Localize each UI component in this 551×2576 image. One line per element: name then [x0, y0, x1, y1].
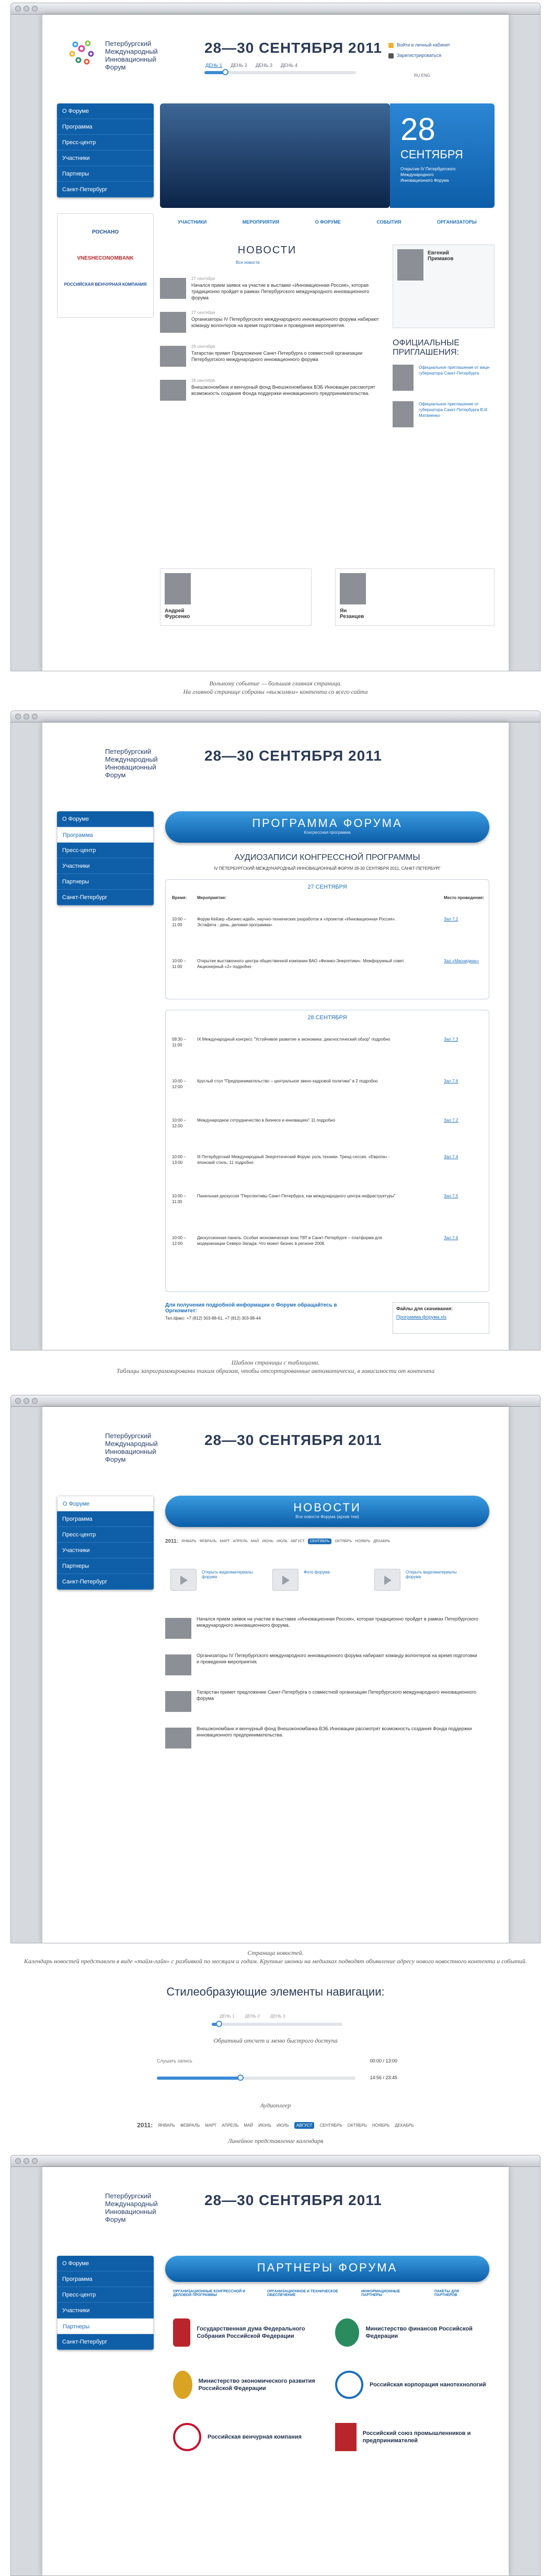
invite-item[interactable] — [393, 365, 495, 396]
window-titlebar — [11, 2155, 540, 2167]
nav-item-about[interactable]: О Форуме — [57, 811, 154, 827]
news-item[interactable]: Начался прием заявок на участие в выставке «Инновационная Россия», которая традиционно пройдет в рамках Петербургского международного инновационного форума. — [165, 1616, 479, 1645]
day1-title: 27 СЕНТЯБРЯ — [307, 884, 347, 890]
media-link[interactable]: Открыть видеоматериалы форума — [202, 1570, 253, 1579]
month-link[interactable]: СЕНТЯБРЬ — [319, 2123, 342, 2128]
news-text: Организаторы IV Петербургского международного инновационного форума набирают команду волонтеров на время подготовки и проведения мероприятия. — [191, 317, 379, 328]
nav-item-partners[interactable]: Партнеры — [57, 166, 154, 182]
nav-item-press[interactable]: Пресс-центр — [57, 1527, 154, 1543]
news-item[interactable]: Внешэкономбанк и венчурный фонд Внешэкономбанка ВЭБ Инновации рассмотрят возможность создания Фонда поддержки инновационного предпринимательства. — [165, 1726, 479, 1754]
timeline-demo — [31, 2118, 520, 2132]
nav-item-spb[interactable]: Санкт-Петербург — [57, 890, 154, 905]
countdown-slider[interactable] — [204, 71, 356, 74]
nav-item-about[interactable]: О Форуме — [57, 1496, 154, 1511]
program-title-bar — [165, 811, 489, 843]
partners-title-bar — [165, 2256, 489, 2282]
user-box — [388, 40, 488, 61]
sponsor-veb[interactable]: VNESHECONOMBANK — [77, 255, 134, 261]
rspp-icon — [335, 2423, 357, 2451]
forum-name: Петербургский Международный Инновационный Форум — [105, 2192, 158, 2223]
user-icon — [388, 53, 394, 59]
news-date: 26 сентября — [191, 344, 215, 349]
sponsor-rvc[interactable]: РОССИЙСКАЯ ВЕНЧУРНАЯ КОМПАНИЯ — [64, 282, 147, 287]
day-switcher — [205, 63, 297, 68]
tab-about[interactable]: О ФОРУМЕ — [315, 219, 341, 225]
nav-item-press[interactable]: Пресс-центр — [57, 135, 154, 150]
play-button[interactable]: Слушать запись — [157, 2058, 192, 2064]
emblem-icon — [173, 2371, 192, 2399]
caption-program: Шаблон страницы с таблицами. Таблицы запрограммированы таким образом, чтобы отсортированные автоматически, в зависимости от контента — [116, 1359, 435, 1374]
news-item[interactable] — [160, 378, 380, 406]
news-item[interactable] — [160, 344, 380, 372]
invite-link[interactable]: Официальное приглашение от вице-губернатора Санкт-Петербурга — [419, 365, 491, 376]
window-titlebar — [11, 3, 540, 15]
player-time: 14:56 / 23:45 — [370, 2075, 397, 2080]
invites-heading: ОФИЦИАЛЬНЫЕ ПРИГЛАШЕНИЯ: — [393, 339, 460, 357]
nav-item-spb[interactable]: Санкт-Петербург — [57, 1574, 154, 1590]
month-link[interactable]: АПРЕЛЬ — [222, 2123, 239, 2128]
month-link-active[interactable]: АВГУСТ — [294, 2122, 314, 2129]
forum-name: Петербургский Международный Инновационный Форум — [105, 40, 158, 71]
month-link[interactable]: АПРЕЛЬ — [233, 1539, 248, 1543]
table-row[interactable]: 10:00 – 12:00 Круглый стол "Предпринимательство – центральное звено кадровой политики" в 2 подробно Зал 7.6 — [172, 1079, 458, 1089]
audio-player-demo — [157, 2053, 397, 2095]
window-titlebar — [11, 711, 540, 722]
news-title-bar — [165, 1496, 489, 1527]
invite-item[interactable] — [393, 401, 495, 433]
eagle-icon — [173, 2318, 190, 2347]
table-row[interactable]: 10:00 – 11:30 Панельная дискуссия "Перспективы Санкт-Петербурга, как международного центра инфраструктуры" Зал 7.5 — [172, 1194, 458, 1204]
nav-item-partners[interactable]: Партнеры — [57, 874, 154, 890]
col-time: Время: — [172, 895, 187, 900]
day-3-link[interactable]: ДЕНЬ 3 — [256, 63, 273, 68]
day-1-link[interactable]: ДЕНЬ 1 — [205, 63, 223, 68]
language-switch[interactable]: RU ENG — [414, 73, 430, 78]
quote-card[interactable] — [335, 568, 495, 626]
person-photo — [397, 249, 423, 281]
partner-card[interactable]: Российская венчурная компания — [173, 2423, 325, 2451]
hero-photo[interactable] — [160, 103, 390, 208]
partner-card[interactable]: Министерство финансов Российской Федерации — [335, 2318, 487, 2347]
partners-page — [42, 2167, 509, 2575]
contact-phone: Тел./факс: +7 (812) 303-88-61, +7 (812) 303-98-44 — [165, 1316, 261, 1321]
screenshot-news — [10, 1395, 541, 1943]
home-page — [42, 15, 509, 671]
nav-item-participants[interactable]: Участники — [57, 1543, 154, 1558]
news-text: Татарстан примет Предложение Санкт-Петербурга о совместной организации Петербургского международного инновационного форума — [191, 351, 363, 362]
day-link[interactable]: ДЕНЬ 1 — [220, 2014, 235, 2019]
month-link[interactable]: ИЮЛЬ — [276, 1539, 288, 1543]
nav-item-participants[interactable]: Участники — [57, 150, 154, 166]
forum-dates: 28—30 СЕНТЯБРЯ 2011 — [204, 40, 382, 56]
hero-date-panel — [390, 103, 495, 208]
news-thumb — [160, 278, 186, 299]
caption-timeline: Линейное представление календаря — [227, 2137, 324, 2144]
day-link[interactable]: ДЕНЬ 2 — [245, 2014, 260, 2019]
tab-partners[interactable]: ПАКЕТЫ ДЛЯ ПАРТНЕРОВ — [434, 2290, 460, 2297]
tab-participants[interactable]: УЧАСТНИКИ — [178, 219, 207, 225]
all-news-link[interactable]: Все новости — [236, 260, 260, 265]
lock-icon — [388, 43, 394, 48]
hero-month: СЕНТЯБРЯ — [400, 148, 463, 161]
contact-info — [165, 1302, 348, 1321]
main-nav — [57, 2256, 154, 2350]
forum-dates: 28—30 СЕНТЯБРЯ 2011 — [204, 748, 382, 764]
day-4-link[interactable]: ДЕНЬ 4 — [281, 63, 298, 68]
nav-item-partners[interactable]: Партнеры — [57, 2318, 154, 2334]
day2-table — [165, 1010, 489, 1292]
tab-organizers[interactable]: ОРГАНИЗАТОРЫ — [437, 219, 477, 225]
news-thumb — [160, 312, 186, 333]
news-item[interactable]: Организаторы IV Петербургского международного инновационного форума набирают команду волонтеров на время подготовки и проведения мероприятия. — [165, 1652, 479, 1681]
timeline-year: 2011: — [137, 2122, 153, 2129]
countdown-slider-demo[interactable] — [212, 2023, 342, 2026]
news-date: 27 сентября — [191, 310, 215, 315]
screenshot-home — [10, 3, 541, 671]
forum-dates: 28—30 СЕНТЯБРЯ 2011 — [204, 1432, 382, 1448]
nav-item-participants[interactable]: Участники — [57, 2303, 154, 2318]
news-item[interactable]: Татарстан примет предложение Санкт-Петербурга о совместной организации Петербургского международного инновационного форума — [165, 1689, 479, 1718]
partner-card[interactable]: Российская корпорация нанотехнологий — [335, 2371, 487, 2399]
news-text: Внешэкономбанк и венчурный фонд Внешэкономбанка ВЭБ Инновации рассмотрят возможность создания Фонда поддержки инновационного предпринимательства. — [191, 384, 375, 396]
caption-home: Вольному событие — большая главная страница. На главной странице собраны «выжимки» контента со всего сайта — [183, 680, 368, 695]
main-nav — [57, 1496, 154, 1590]
year-timeline — [165, 1535, 489, 1547]
quote-author: Андрей Фурсенко — [165, 608, 190, 620]
tab-events[interactable]: МЕРОПРИЯТИЯ — [242, 219, 279, 225]
news-title: НОВОСТИ — [293, 1501, 361, 1514]
nav-item-program[interactable]: Программа — [57, 827, 154, 843]
news-item[interactable] — [160, 276, 380, 305]
nav-demo-heading: Стилеобразующие элементы навигации: — [166, 1985, 385, 1998]
sponsor-rosnano[interactable]: РОСНАНО — [92, 229, 119, 235]
timeline-year: 2011: — [165, 1538, 179, 1544]
month-link[interactable]: ФЕВРАЛЬ — [199, 1539, 217, 1543]
month-link[interactable]: МАРТ — [220, 1539, 230, 1543]
program-subtitle: Конгрессная программа — [304, 830, 351, 835]
table-row[interactable]: 10:00 – 11:00 Форум Кейзер «Бизнес-идей», научно-технических разработок и «проектов «Инновационная Россия». Эстафета - день, деловая программа» Зал 7.2 — [172, 917, 458, 927]
person-card[interactable] — [393, 244, 495, 328]
caption-news: Страница новостей. Календарь новостей представлен в виде «тайм-лайн» с разбивкой по месяцам и годам. Крупные иконки на медиаках подводят объявление адресу нового новостного контента и событий. — [24, 1949, 527, 1965]
news-thumb — [160, 346, 186, 367]
partners-title: ПАРТНЕРЫ ФОРУМА — [257, 2261, 398, 2274]
nav-item-spb[interactable]: Санкт-Петербург — [57, 2334, 154, 2350]
nav-item-about[interactable]: О Форуме — [57, 103, 154, 119]
nav-item-spb[interactable]: Санкт-Петербург — [57, 182, 154, 197]
month-link[interactable]: ЯНВАРЬ — [158, 2123, 175, 2128]
table-row[interactable]: 10:00 – 12:00 Дискуссионная панель. Особая экономическая зона ТВТ в Санкт-Петербурге – платформа для модернизации Северо-Запада. Что может бизнес в регионе 2008. Зал 7.6 — [172, 1235, 458, 1246]
news-heading: НОВОСТИ — [237, 244, 297, 256]
day1-table — [165, 879, 489, 999]
partner-card[interactable]: Российский союз промышленников и предпринимателей — [335, 2423, 487, 2451]
day-link[interactable]: ДЕНЬ 3 — [270, 2014, 285, 2019]
news-text: Начался прием заявок на участие в выставке «Инновационная Россия», которая традиционно пройдет в рамках Петербургского международного инновационного форума — [191, 283, 370, 300]
col-place: Место проведения: — [444, 895, 484, 900]
news-thumb — [160, 380, 186, 401]
window-titlebar — [11, 1395, 540, 1407]
news-date: 26 сентября — [191, 378, 215, 383]
person-name: Евгений Примаков — [428, 250, 454, 262]
invite-link[interactable]: Официальное приглашение от губернатора Санкт-Петербурга В.И. Матвиенко — [419, 402, 489, 418]
rvc-icon — [173, 2423, 201, 2451]
month-link[interactable]: ЯНВАРЬ — [181, 1539, 197, 1543]
hero-day: 28 — [400, 112, 435, 147]
month-link-active[interactable]: СЕНТЯБРЬ — [308, 1538, 332, 1544]
caption-countdown: Обратный отсчет и меню быстрого доступа — [213, 2037, 338, 2044]
month-link[interactable]: ДЕКАБРЬ — [373, 1539, 391, 1543]
audio-heading: АУДИОЗАПИСИ КОНГРЕССНОЙ ПРОГРАММЫ — [234, 853, 420, 862]
forum-name: Петербургский Международный Инновационный Форум — [105, 748, 158, 779]
partner-tabs — [165, 2290, 489, 2297]
month-link[interactable]: ОКТЯБРЬ — [347, 2123, 367, 2128]
program-page — [42, 722, 509, 1350]
day2-title: 28 СЕНТЯБРЯ — [307, 1015, 347, 1021]
nav-item-participants[interactable]: Участники — [57, 858, 154, 874]
hero-text: Открытие IV Петербургского Международного Инновационного Форума — [400, 167, 456, 183]
emblem-icon — [335, 2318, 359, 2347]
nav-item-program[interactable]: Программа — [57, 2271, 154, 2287]
month-link[interactable]: МАРТ — [205, 2123, 217, 2128]
player-row — [157, 2058, 397, 2069]
nav-item-program[interactable]: Программа — [57, 1511, 154, 1527]
month-link[interactable]: МАЙ — [244, 2123, 254, 2128]
month-link[interactable]: АВГУСТ — [290, 1539, 305, 1543]
month-link[interactable]: ОКТЯБРЬ — [335, 1539, 352, 1543]
main-nav — [57, 103, 154, 197]
table-row[interactable]: 09:30 – 11:00 IX Международный конгресс "Устойчивое развитие и экономика: диагностический обзор" подробно Зал 7.3 — [172, 1037, 458, 1047]
month-link[interactable]: ИЮНЬ — [262, 1539, 273, 1543]
tab-partners[interactable]: ИНФОРМАЦИОННЫЕ ПАРТНЕРЫ — [361, 2290, 400, 2297]
media-link[interactable]: Открыть видеоматериалы форума — [406, 1570, 457, 1579]
quote-author: Ян Резанцев — [340, 608, 364, 620]
month-link[interactable]: ИЮНЬ — [258, 2123, 271, 2128]
main-nav — [57, 811, 154, 905]
partner-card[interactable]: Государственная дума Федерального Собрания Российской Федерации — [173, 2318, 325, 2347]
nav-item-press[interactable]: Пресс-центр — [57, 2287, 154, 2303]
partner-card[interactable]: Министерство экономического развития Российской Федерации — [173, 2371, 325, 2399]
tab-partners[interactable]: ОРГАНИЗАЦИОННЫЕ КОНГРЕССНОЙ И ДЕЛОВОЙ ПРОГРАММЫ — [173, 2290, 246, 2297]
news-page — [42, 1407, 509, 1943]
month-link[interactable]: ФЕВРАЛЬ — [180, 2123, 200, 2128]
media-link[interactable]: Фото форума — [304, 1570, 330, 1575]
nav-item-about[interactable]: О Форуме — [57, 2256, 154, 2271]
news-item[interactable] — [160, 310, 380, 339]
program-title: ПРОГРАММА ФОРУМА — [252, 817, 403, 830]
player-progress[interactable] — [157, 2077, 355, 2080]
month-link[interactable]: НОЯБРЬ — [372, 2123, 390, 2128]
screenshot-program — [10, 710, 541, 1350]
month-link[interactable]: НОЯБРЬ — [355, 1539, 371, 1543]
col-event: Мероприятие: — [197, 895, 227, 900]
contact-text: Для получения подробной информации о Форуме обращайтесь в Оргкомитет: — [165, 1302, 337, 1314]
tab-news[interactable]: СОБЫТИЯ — [376, 219, 401, 225]
downloads-title: Файлы для скачивания: — [396, 1306, 453, 1311]
tab-partners[interactable]: ОРГАНИЗАЦИОННОЕ И ТЕХНИЧЕСКОЕ ОБЕСПЕЧЕНИЕ — [267, 2290, 338, 2297]
player-time: 00:00 / 13:00 — [370, 2058, 397, 2064]
news-date: 27 сентября — [191, 276, 215, 281]
download-link[interactable]: Программа форума.xls — [396, 1314, 447, 1320]
login-link[interactable]: Войти в личный кабинет — [397, 42, 451, 48]
table-row[interactable]: 10:00 – 12:00 Международное сотрудничество в бизнесе и инновациях" 11 подробно Зал 7.2 — [172, 1118, 458, 1128]
table-row[interactable]: 10:00 – 11:00 Открытие выставочного центра общественной компании ВАО «Физико-Энергетики». Межфорумный совет Акционерный «2» подробно Зал «Маснидиан» — [172, 959, 479, 969]
register-link[interactable]: Зарегистрироваться — [397, 53, 442, 58]
forum-name: Петербургский Международный Инновационный Форум — [105, 1432, 158, 1463]
downloads-box — [393, 1302, 489, 1334]
caption-player: Аудиоплеер — [260, 2102, 291, 2109]
quote-card[interactable] — [160, 568, 312, 626]
forum-dates: 28—30 СЕНТЯБРЯ 2011 — [204, 2192, 382, 2208]
sponsors-box — [57, 213, 154, 318]
table-row[interactable]: 10:00 – 13:00 III Петербургский Международный Энергетический Форум: роль техники. Тренд-сессия. «Европа» - японский стиль, 11 подробно Зал 7.4 — [172, 1155, 458, 1165]
nav-item-press[interactable]: Пресс-центр — [57, 843, 154, 858]
month-link[interactable]: МАЙ — [250, 1539, 259, 1543]
audio-subheading: IV ПЕТЕРБУРГСКИЙ МЕЖДУНАРОДНЫЙ ИННОВАЦИОННЫЙ ФОРУМ 28-30 СЕНТЯБРЯ 2011, САНКТ-ПЕТЕРБУРГ — [214, 866, 441, 871]
video-icon[interactable] — [170, 1569, 197, 1591]
nav-item-partners[interactable]: Партнеры — [57, 1558, 154, 1574]
screenshot-partners — [10, 2155, 541, 2576]
video-icon[interactable] — [374, 1569, 400, 1591]
month-link[interactable]: ДЕКАБРЬ — [395, 2123, 414, 2128]
news-subtitle: Все новости Форума (архив тем) — [295, 1514, 359, 1519]
days-demo — [220, 2014, 285, 2019]
day-2-link[interactable]: ДЕНЬ 2 — [231, 63, 248, 68]
rosnano-icon — [335, 2371, 363, 2399]
nav-item-program[interactable]: Программа — [57, 119, 154, 135]
home-tabs — [160, 219, 495, 225]
forum-logo[interactable] — [61, 33, 102, 75]
month-link[interactable]: ИЮЛЬ — [276, 2123, 289, 2128]
photo-icon[interactable] — [272, 1569, 299, 1591]
